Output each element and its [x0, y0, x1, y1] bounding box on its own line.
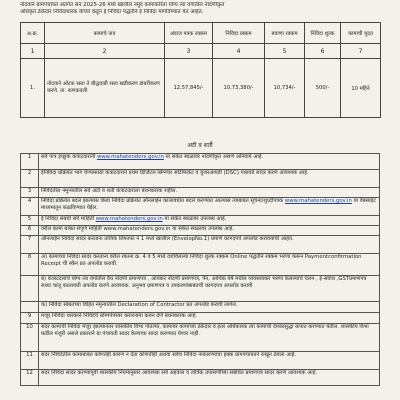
- condition-text-part: या संकेत स्थळावर उपलब्ध आहे.: [162, 216, 227, 222]
- condition-number: 8: [21, 254, 39, 276]
- condition-row: [21, 170, 380, 188]
- condition-row: [21, 254, 380, 276]
- condition-text: वरील कामा बाबत संपूर्ण माहिती www.mahatenders.gov.in या संकेत स्थळावर उपलब्ध आहे.: [39, 226, 380, 236]
- condition-text-part: सर्व पात्र इच्छुक कंत्राटदारांनी: [41, 154, 97, 160]
- condition-text-part: या वेबसाईट माध्यमातून कळविण्यात येईल.: [41, 198, 376, 211]
- condition-text: [39, 198, 380, 216]
- condition-number: [21, 302, 39, 313]
- col-number: 2: [45, 44, 165, 59]
- condition-text: सदर निविदा सादर करण्यापूर्वी शासकीय नियमानुसार आवश्यक सर्व अहवाल व तांत्रिक तपासणीच्या संबंधित प्रमाणपत्र सादर करणे आवश्यक आहे.: [39, 370, 380, 386]
- col-number: 5: [265, 44, 305, 59]
- condition-text: ईनिविदा प्रक्रियेत भाग घेण्यासाठी कंत्राटदाराने प्रथम डिजिटल सिग्नेचर सर्टिफिकेट व युजरआयडी (DSC) पासवर्ड सादर करणे आवश्यक आहे.: [39, 170, 380, 188]
- col-header: कामाचे नाव: [45, 23, 165, 44]
- emd-amount: 10,734/-: [265, 59, 305, 118]
- col-header: कामाची मुदत: [341, 23, 381, 44]
- header-line-2: अधिकृत ठेकेदार निविदाधारक यांच्या कडून ई निविदा पद्धतीने ई निविदा मागविण्यात येत आहेत.: [20, 9, 204, 15]
- col-number: 4: [213, 44, 265, 59]
- tender-site-link[interactable]: www.mahatenders.gov.in: [96, 154, 164, 160]
- condition-number: 6: [21, 226, 39, 236]
- condition-text-part: ई निविदा संबधी सर्व माहिती: [41, 216, 96, 222]
- works-table-header: [21, 23, 381, 44]
- condition-text: सदर निविदेतील कामाबाबत कोणतेही कारण न देता कोणतीही अथवा सर्वच निविदा नाकारण्याचा हक्क प्रामपंचायतने राखून ठेवला आहे.: [39, 352, 380, 370]
- condition-row: [21, 370, 380, 386]
- condition-text: अ) कामाच्या निविदा सादर करताना वरील रकाना क्र. 4 व 5 मध्ये दर्शविलेल्या निविदा शुल्क रक्कम Online पद्धतीने रक्कम भरणा करून Paymentconfirmation Receipt ची स्कॅन प्रत अपलोड करावी.: [39, 254, 380, 276]
- condition-text: क) निविदा सोबतच्या विहित नमुन्यातील Declaration of Contractor प्रत अपलोड करावी लागेल.: [39, 302, 380, 313]
- tender-site-link[interactable]: www.mahatenders.gov.in: [284, 198, 352, 204]
- tender-fee: 500/-: [305, 59, 341, 118]
- condition-text: सदर कामाची निविदा मंजूर झाल्यानंतर शासकीय विभा गोतल्या, कामावर कामाच्या ठेकेदार व इतर अधिकारक त्या कामाची देयकासुद्धा कपात करण्यात येतील. शासकीय विभा कडील मंजुरी असले प्रकाराने ग्रा पंचायती सादर केल्याचा सादर करण्यात येणार नाही.: [39, 324, 380, 352]
- col-header: बयाणा रक्कम: [265, 23, 305, 44]
- condition-number: [21, 276, 39, 302]
- condition-row: [21, 216, 380, 226]
- work-duration: 10 महिने: [341, 59, 381, 118]
- condition-row: [21, 226, 380, 236]
- condition-row: [21, 198, 380, 216]
- notice-header: [20, 2, 380, 16]
- row-serial: 1.: [21, 59, 45, 118]
- condition-row: [21, 352, 380, 370]
- col-number: 6: [305, 44, 341, 59]
- condition-number: 11: [21, 352, 39, 370]
- condition-row: [21, 236, 380, 254]
- condition-row: [21, 313, 380, 324]
- condition-text-part: निविदा प्रक्रियेत बदल झाल्यास किंवा निविदा प्रक्रियेत ऑनलाईन कालावधीत बदल करण्यात आल्यास त्याबाबत सूचना/शुध्दीपत्रक: [41, 198, 285, 204]
- condition-number: 9: [21, 313, 39, 324]
- condition-row: [21, 302, 380, 313]
- condition-text-part: या संकेत स्थळावर नोंदणीकृत असणे अनिवार्य आहे.: [163, 154, 264, 160]
- col-header: निविदा रक्कम: [213, 23, 265, 44]
- header-line-1: नोदवाने ग्रामपंचायत अंतर्गत सन 2025-26 मध्ये खालील नमुद कामांकरिता योग्य त्या वर्गातील नोंदणीकृत: [20, 2, 225, 8]
- condition-text: निविदेतील नमुन्यातील सर्व अटी व शर्ती कंत्राटदाराला बंधनकारक राहील.: [39, 188, 380, 198]
- work-name: नोदवाने ओटक रस्ता ते बौद्धवाडी रस्ता खडीकरण डांबरीकरण करणे. ता. कणकवली: [45, 59, 165, 118]
- condition-number: 3: [21, 188, 39, 198]
- works-table-col-numbers: [21, 44, 381, 59]
- col-header: अंदाज पत्रक रक्कम: [165, 23, 213, 44]
- condition-number: 10: [21, 324, 39, 352]
- table-row: [21, 59, 381, 118]
- col-number: 7: [341, 44, 381, 59]
- condition-number: 12: [21, 370, 39, 386]
- condition-number: 7: [21, 236, 39, 254]
- col-header: अ.क्र.: [21, 23, 45, 44]
- works-table: [20, 22, 381, 118]
- condition-text: ऑनलाईन निविदा सादर करताना तांत्रिक लिफाफा नं 1 मध्ये खालील (EnvelopNo.1) प्रमाणे कागदपत्रे अपलोड करावयाची आहेत.: [39, 236, 380, 254]
- col-number: 1: [21, 44, 45, 59]
- col-number: 3: [165, 44, 213, 59]
- condition-text: मंजूर निविदा धारकाने निविदेचे स्टॅम्पपेपरवर करारनामा करुन देणे बंधनकारक आहे.: [39, 313, 380, 324]
- condition-number: 2: [21, 170, 39, 188]
- condition-row: [21, 188, 380, 198]
- condition-number: 5: [21, 216, 39, 226]
- tender-amount: 10,73,380/-: [213, 59, 265, 118]
- col-header: निविदा शुल्क: [305, 23, 341, 44]
- condition-text: ब) कंत्राटदाराचे योग्य त्या वर्गातील वैध नोंदणी प्रमाणपत्र , आयकर नोंदणी प्रमाणपत्र, पॅन, आर्थिक वर्षे मधील व्यवसायकर भरणा केलेल्याचे चलन , ई-सर्वाध ,GSTप्रमाणपत्र सध्या चालू कालावधी अपलोड करणे आवश्यक. अनुभव प्रमाणपत्र व उपकरणांबाबतची कागदपत्र अपलोड करावी: [39, 276, 380, 302]
- condition-row: [21, 154, 380, 170]
- condition-text: [39, 154, 380, 170]
- conditions-title: अटी व शर्ती: [187, 142, 213, 149]
- condition-number: 1: [21, 154, 39, 170]
- condition-text: [39, 216, 380, 226]
- condition-row: [21, 324, 380, 352]
- estimate-amount: 12,57,845/-: [165, 59, 213, 118]
- condition-row: [21, 276, 380, 302]
- conditions-table: [20, 153, 380, 386]
- condition-number: 4: [21, 198, 39, 216]
- tender-site-link[interactable]: www.mahatenders.gov.in: [95, 216, 163, 222]
